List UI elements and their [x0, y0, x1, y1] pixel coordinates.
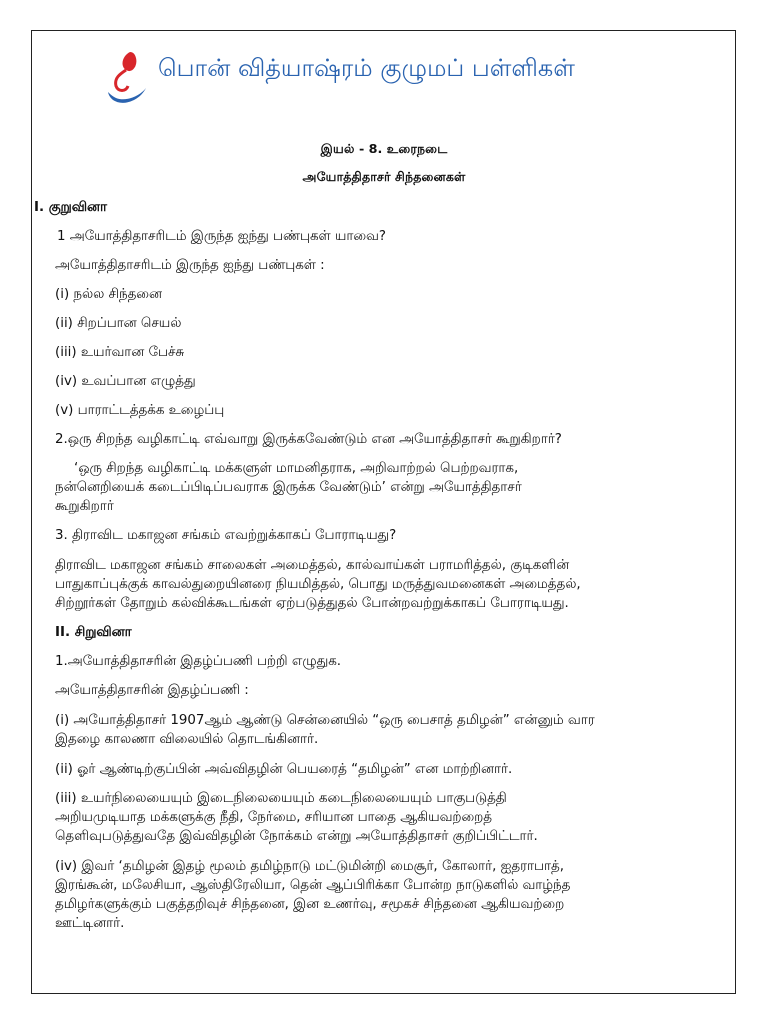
- answer-3-line: பாதுகாப்புக்குக் காவல்துறையினரை நியமித்தல், பொது மருத்துவமனைகள் அமைத்தல்,: [55, 577, 581, 592]
- answer-1-item: (v) பாராட்டத்தக்க உழைப்பு: [55, 403, 225, 418]
- answer-2-line: கூறுகிறார்: [55, 499, 114, 514]
- answer-s2-p4-line: தமிழர்களுக்கும் பகுத்தறிவுச் சிந்தனை, இன உணர்வு, சமூகச் சிந்தனை ஆகியவற்றை: [55, 897, 565, 912]
- answer-s2-p4-line: ஊட்டினார்.: [55, 916, 125, 931]
- school-logo-icon: [100, 48, 150, 112]
- question-1: 1 அயோத்திதாசரிடம் இருந்த ஐந்து பண்புகள் யாவை?: [57, 229, 386, 244]
- answer-2-line: நன்னெறியைக் கடைப்பிடிப்பவராக இருக்க வேண்டும்’ என்று அயோத்திதாசர்: [55, 480, 522, 495]
- answer-1-item: (iv) உவப்பான எழுத்து: [55, 374, 196, 389]
- question-2: 2.ஒரு சிறந்த வழிகாட்டி எவ்வாறு இருக்கவேண்டும் என அயோத்திதாசர் கூறுகிறார்?: [55, 432, 562, 447]
- answer-3-line: சிற்றூர்கள் தோறும் கல்விக்கூடங்கள் ஏற்படுத்துதல் போன்றவற்றுக்காகப் போராடியது.: [55, 596, 569, 611]
- question-3: 3. திராவிட மகாஜன சங்கம் எவற்றுக்காகப் போராடியது?: [55, 528, 397, 543]
- lesson-title: அயோத்திதாசர் சிந்தனைகள்: [302, 170, 466, 185]
- answer-s2-intro: அயோத்திதாசரின் இதழ்ப்பணி :: [55, 683, 249, 698]
- answer-1-item: (i) நல்ல சிந்தனை: [55, 287, 162, 302]
- answer-1-item: (ii) சிறப்பான செயல்: [55, 316, 182, 331]
- answer-s2-p3-line: அறியமுடியாத மக்களுக்கு நீதி, நேர்மை, சரியான பாதை ஆகியவற்றைத்: [55, 810, 493, 825]
- answer-3-line: திராவிட மகாஜன சங்கம் சாலைகள் அமைத்தல், கால்வாய்கள் பராமரித்தல், குடிகளின்: [55, 558, 570, 573]
- answer-s2-p1-line: (i) அயோத்திதாசர் 1907ஆம் ஆண்டு சென்னையில் “ஒரு பைசாத் தமிழன்” என்னும் வார: [55, 713, 595, 728]
- section1-heading: I. குறுவினா: [34, 200, 107, 215]
- question-s2-1: 1.அயோத்திதாசரின் இதழ்ப்பணி பற்றி எழுதுக.: [55, 654, 342, 669]
- answer-s2-p2-line: (ii) ஓர் ஆண்டிற்குப்பின் அவ்விதழின் பெயரைத் “தமிழன்” என மாற்றினார்.: [55, 762, 513, 777]
- lesson-unit: இயல் - 8. உரைநடை: [320, 142, 448, 157]
- answer-s2-p4-line: இரங்கூன், மலேசியா, ஆஸ்திரேலியா, தென் ஆப்பிரிக்கா போன்ற நாடுகளில் வாழ்ந்த: [55, 878, 571, 893]
- answer-s2-p3-line: தெளிவுபடுத்துவதே இவ்விதழின் நோக்கம் என்று அயோத்திதாசர் குறிப்பிட்டார்.: [55, 829, 538, 844]
- school-header: [100, 48, 700, 118]
- section2-heading: II. சிறுவினா: [55, 625, 132, 640]
- answer-s2-p1-line: இதழை காலணா விலையில் தொடங்கினார்.: [55, 732, 319, 747]
- school-name: பொன் வித்யாஷ்ரம் குழுமப் பள்ளிகள்: [158, 54, 575, 82]
- answer-1-item: (iii) உயர்வான பேச்சு: [55, 345, 185, 360]
- answer-s2-p3-line: (iii) உயர்நிலையையும் இடைநிலையையும் கடைநிலையையும் பாகுபடுத்தி: [55, 791, 507, 806]
- answer-2-line: ‘ஒரு சிறந்த வழிகாட்டி மக்களுள் மாமனிதராக, அறிவாற்றல் பெற்றவராக,: [74, 461, 519, 476]
- answer-1-intro: அயோத்திதாசரிடம் இருந்த ஐந்து பண்புகள் :: [55, 258, 325, 273]
- answer-s2-p4-line: (iv) இவர் ‘தமிழன் இதழ் மூலம் தமிழ்நாடு மட்டுமின்றி மைசூர், கோலார், ஐதராபாத்,: [55, 859, 564, 874]
